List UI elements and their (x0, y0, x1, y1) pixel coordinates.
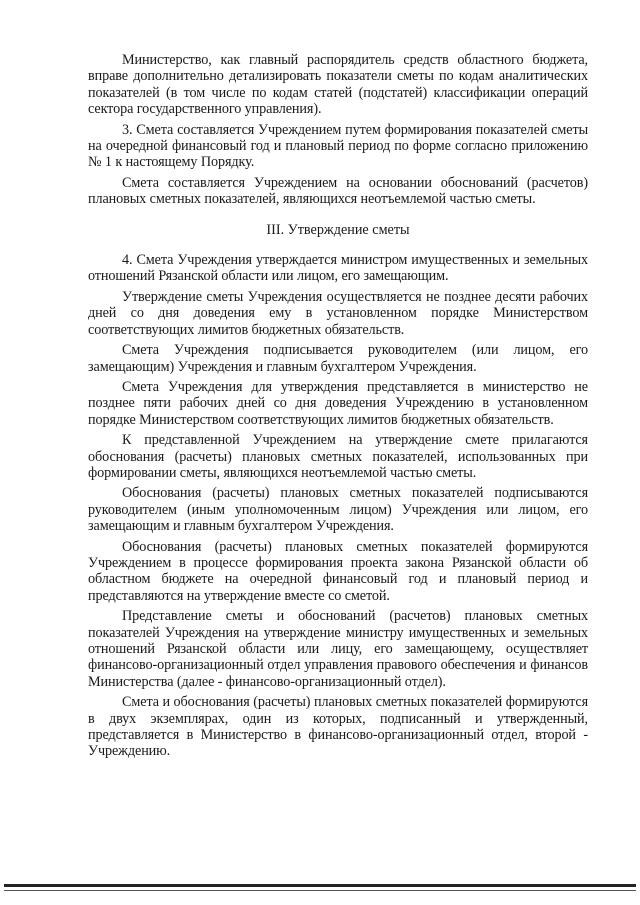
section-paragraph-4: Смета Учреждения для утверждения представляется в министерство не позднее пяти рабочих дней со дня доведения Учреждению в установленном порядке Министерством соответствующих лимитов бюджетных обязательств. (88, 378, 588, 428)
document-page (88, 52, 588, 764)
bottom-scan-edge-thin (4, 890, 636, 891)
section-paragraph-3: Смета Учреждения подписывается руководителем (или лицом, его замещающим) Учреждения и главным бухгалтером Учреждения. (88, 342, 588, 375)
section-paragraph-9: Смета и обоснования (расчеты) плановых сметных показателей формируются в двух экземплярах, один из которых, подписанный и утвержденный, представляется в Министерство в финансово-организационный отдел, второй - Учреждению. (88, 694, 588, 760)
section-paragraph-2: Утверждение сметы Учреждения осуществляется не позднее десяти рабочих дней со дня доведения ему в установленном порядке Министерством соответствующих лимитов бюджетных обязательств. (88, 288, 588, 338)
section-paragraph-8: Представление сметы и обоснований (расчетов) плановых сметных показателей Учреждения на утверждение министру имущественных и земельных отношений Рязанской области или лицу, его замещающему, осуществляет финансово-организационный отдел управления правового обеспечения и финансов Министерства (далее - финансово-организационный отдел). (88, 608, 588, 690)
intro-paragraph-3: Смета составляется Учреждением на основании обоснований (расчетов) плановых сметных показателей, являющихся неотъемлемой частью сметы. (88, 174, 588, 208)
section-paragraph-6: Обоснования (расчеты) плановых сметных показателей подписываются руководителем (иным уполномоченным лицом) Учреждения или лицом, его замещающим и главным бухгалтером Учреждения. (88, 485, 588, 535)
intro-paragraph-1: Министерство, как главный распорядитель средств областного бюджета, вправе дополнительно детализировать показатели сметы по кодам аналитических показателей (в том числе по кодам статей (подстатей) классификации операций сектора государственного управления). (88, 52, 588, 118)
section-paragraph-5: К представленной Учреждением на утверждение смете прилагаются обоснования (расчеты) плановых сметных показателей, использованных при формировании сметы, являющихся неотъемлемой частью сметы. (88, 432, 588, 481)
intro-paragraph-2: 3. Смета составляется Учреждением путем формирования показателей сметы на очередной финансовый год и плановый период по форме согласно приложению № 1 к настоящему Порядку. (88, 121, 588, 171)
section-paragraph-7: Обоснования (расчеты) плановых сметных показателей формируются Учреждением в процессе формирования проекта закона Рязанской области об областном бюджете на очередной финансовый год и плановый период и представляются на утверждение вместе со сметой. (88, 538, 588, 604)
bottom-scan-edge (4, 884, 636, 887)
section-heading: III. Утверждение сметы (266, 221, 410, 238)
section-paragraph-1: 4. Смета Учреждения утверждается министром имущественных и земельных отношений Рязанской области или лицом, его замещающим. (88, 252, 588, 285)
